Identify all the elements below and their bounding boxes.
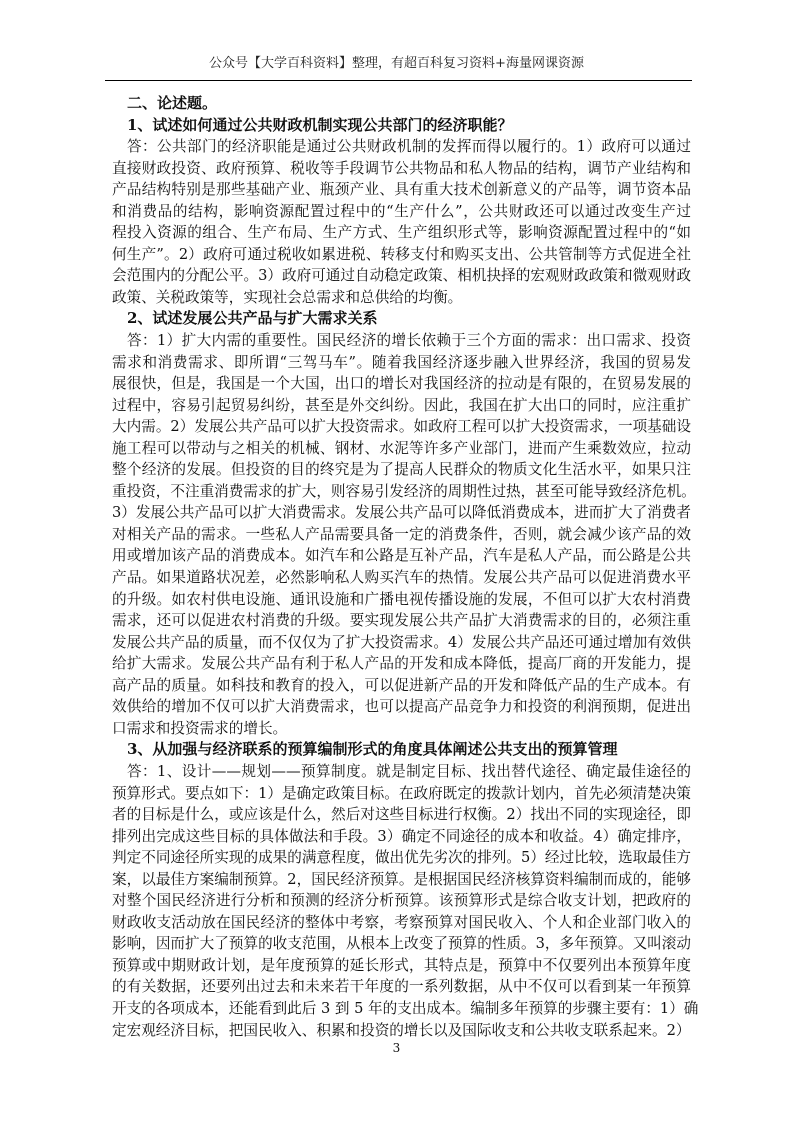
answer-line: 者的目标是什么，或应该是什么，然后对这些目标进行权衡。2）找出不同的实现途径，即 [112, 806, 691, 824]
answer-line: 的升级。如农村供电设施、通讯设施和广播电视传播设施的发展，不但可以扩大农村消费 [112, 590, 691, 608]
answer-line: 3）发展公共产品可以扩大消费需求。发展公共产品可以降低消费成本，进而扩大了消费者 [112, 504, 691, 522]
answer-line: 程投入资源的组合、生产布局、生产方式、生产组织形式等，影响资源配置过程中的“如 [112, 224, 691, 242]
answer-line: 财政收支活动放在国民经济的整体中考察，考察预算对国民收入、个人和企业部门收入的 [112, 913, 691, 931]
question-title: 1、试述如何通过公共财政机制实现公共部门的经济职能？ [127, 115, 513, 134]
answer-line: 大内需。2）发展公共产品可以扩大投资需求。如政府工程可以扩大投资需求，一项基础设 [112, 418, 691, 436]
answer-line: 需求和消费需求、即所谓“三驾马车”。随着我国经济逐步融入世界经济，我国的贸易发 [112, 353, 691, 371]
question-title: 3、从加强与经济联系的预算编制形式的角度具体阐述公共支出的预算管理 [127, 740, 618, 759]
answer-line: 影响，因而扩大了预算的收支范围，从根本上改变了预算的性质。3，多年预算。又叫滚动 [112, 935, 691, 953]
answer-line: 给扩大需求。发展公共产品有利于私人产品的开发和成本降低，提高厂商的开发能力，提 [112, 655, 691, 673]
answer-line: 过程中，容易引起贸易纠纷，甚至是外交纠纷。因此，我国在扩大出口的同时，应注重扩 [112, 396, 691, 414]
answer-line: 预算形式。要点如下：1）是确定政策目标。在政府既定的拨款计划内，首先必须清楚决策 [112, 784, 691, 802]
answer-line: 定宏观经济目标，把国民收入、积累和投资的增长以及国际收支和公共收支联系起来。2） [112, 1021, 691, 1039]
question-block [112, 115, 691, 309]
answer-line: 产品结构特别是那些基础产业、瓶颈产业、具有重大技术创新意义的产品等，调节资本品 [112, 181, 691, 199]
answer-line: 重投资，不注重消费需求的扩大，则容易引发经济的周期性过热，甚至可能导致经济危机。 [112, 482, 696, 500]
answer-line: 答：公共部门的经济职能是通过公共财政机制的发挥而得以履行的。1）政府可以通过 [127, 138, 691, 156]
section-title: 二、论述题。 [127, 94, 218, 112]
answer-line: 判定不同途径所实现的成果的满意程度，做出优先劣次的排列。5）经过比较，选取最佳方 [112, 849, 691, 867]
question-block [112, 308, 696, 739]
answer-line: 需求，还可以促进农村消费的升级。要实现发展公共产品扩大消费需求的目的，必须注重 [112, 612, 691, 630]
answer-line: 整个经济的发展。但投资的目的终究是为了提高人民群众的物质文化生活水平，如果只注 [112, 461, 691, 479]
answer-line: 施工程可以带动与之相关的机械、钢材、水泥等许多产业部门，进而产生乘数效应，拉动 [112, 439, 691, 457]
answer-line: 案，以最佳方案编制预算。2，国民经济预算。是根据国民经济核算资料编制而成的，能够 [112, 870, 691, 888]
answer-line: 何生产”。2）政府可通过税收如累进税、转移支付和购买支出、公共管制等方式促进全社 [112, 245, 691, 263]
question-block [112, 739, 699, 1041]
answer-line: 政策、关税政策等，实现社会总需求和总供给的均衡。 [112, 288, 463, 306]
answer-line: 和消费品的结构，影响资源配置过程中的“生产什么”，公共财政还可以通过改变生产过 [112, 202, 691, 220]
answer-line: 的有关数据，还要列出过去和未来若干年度的一系列数据，从中不仅可以看到某一年预算 [112, 978, 691, 996]
answer-line: 口需求和投资需求的增长。 [112, 719, 288, 737]
answer-line: 直接财政投资、政府预算、税收等手段调节公共物品和私人物品的结构，调节产业结构和 [112, 159, 691, 177]
answer-line: 高产品的质量。如科技和教育的投入，可以促进新产品的开发和降低产品的生产成本。有 [112, 676, 691, 694]
answer-line: 开支的各项成本，还能看到此后 3 到 5 年的支出成本。编制多年预算的步骤主要有：1）确 [112, 999, 699, 1017]
page-header: 公众号【大学百科资料】整理，有超百科复习资料+海量网课资源 [209, 56, 584, 71]
answer-line: 产品。如果道路状况差，必然影响私人购买汽车的热情。发展公共产品可以促进消费水平 [112, 569, 691, 587]
answer-line: 答：1）扩大内需的重要性。国民经济的增长依赖于三个方面的需求：出口需求、投资 [127, 332, 691, 350]
answer-line: 预算或中期财政计划，是年度预算的延长形式，其特点是，预算中不仅要列出本预算年度 [112, 956, 691, 974]
answer-line: 对相关产品的需求。一些私人产品需要具备一定的消费条件，否则，就会减少该产品的效 [112, 525, 691, 543]
answer-line: 展很快，但是，我国是一个大国，出口的增长对我国经济的拉动是有限的，在贸易发展的 [112, 375, 691, 393]
answer-line: 会范围内的分配公平。3）政府可通过自动稳定政策、相机抉择的宏观财政政策和微观财政 [112, 267, 691, 285]
page-number: 3 [392, 1041, 401, 1055]
answer-line: 排列出完成这些目标的具体做法和手段。3）确定不同途径的成本和收益。4）确定排序， [112, 827, 691, 845]
answer-line: 发展公共产品的质量，而不仅仅为了扩大投资需求。4）发展公共产品还可通过增加有效供 [112, 633, 691, 651]
answer-line: 答：1、设计——规划——预算制度。就是制定目标、找出替代途径、确定最佳途径的 [127, 762, 691, 780]
answer-line: 对整个国民经济进行分析和预测的经济分析预算。该预算形式是综合收支计划，把政府的 [112, 892, 691, 910]
answer-line: 效供给的增加不仅可以扩大消费需求，也可以提高产品竞争力和投资的利润预期，促进出 [112, 698, 691, 716]
question-title: 2、试述发展公共产品与扩大需求关系 [127, 309, 378, 328]
header-divider [105, 80, 692, 81]
document-body [112, 93, 699, 1041]
answer-line: 用或增加该产品的消费成本。如汽车和公路是互补产品，汽车是私人产品，而公路是公共 [112, 547, 691, 565]
